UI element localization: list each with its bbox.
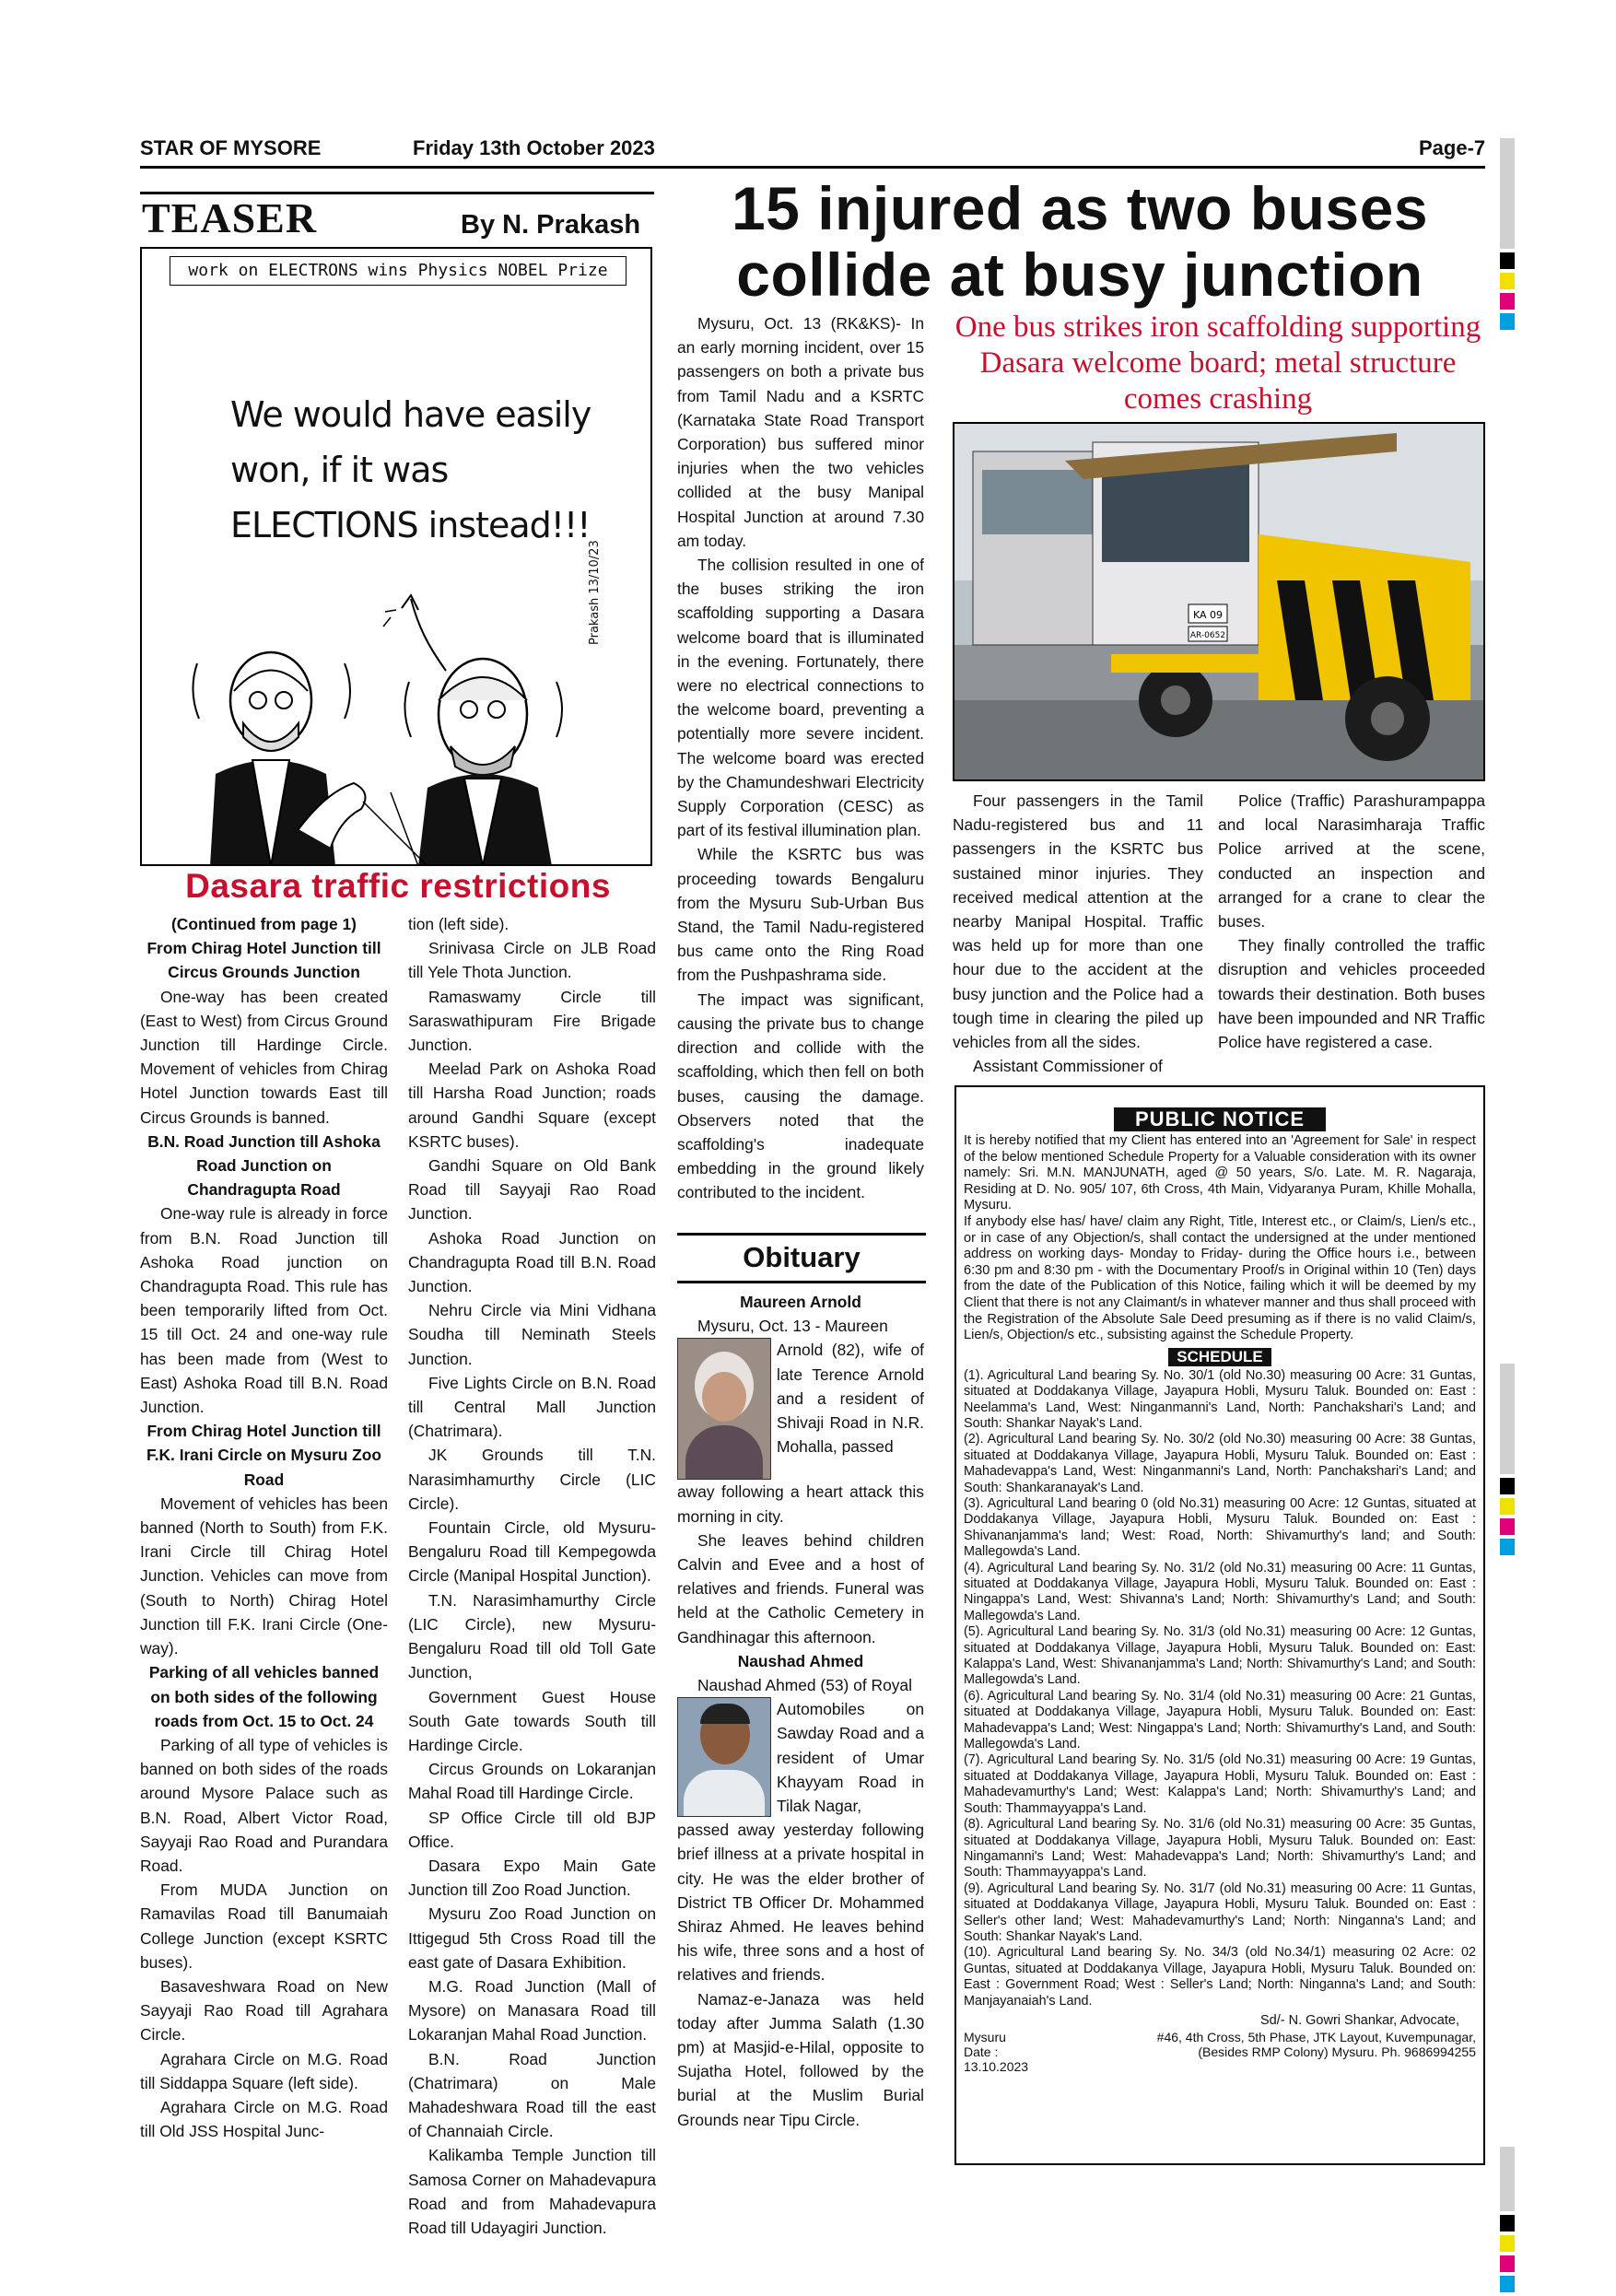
traffic-paragraph: Fountain Circle, old Mysuru-Bengaluru Road till Kempegowda Circle (Manipal Hospital Junction). bbox=[408, 1518, 656, 1586]
obit-2-wrap: Automobiles on Sawday Road and a resident of Umar Khayyam Road in Tilak Nagar, bbox=[777, 1700, 924, 1816]
traffic-paragraph: One-way has been created (East to West) from Circus Ground Junction till Hardinge Circle. Movement of vehicles from Chirag Hotel Junction towards East till Circus Grounds is banned. bbox=[140, 987, 388, 1127]
notice-address-2: (Besides RMP Colony) Mysuru. Ph. 9686994255 bbox=[1198, 2044, 1476, 2059]
issue-date: Friday 13th October 2023 bbox=[413, 136, 655, 159]
registration-swatch bbox=[1500, 252, 1515, 269]
traffic-paragraph: Nehru Circle via Mini Vidhana Soudha till Neminath Steels Junction. bbox=[408, 1301, 656, 1368]
accident-column-1 bbox=[677, 311, 924, 1205]
color-registration-marks-mid bbox=[1500, 1364, 1515, 1559]
cartoon-caption: work on ELECTRONS wins Physics NOBEL Prize bbox=[170, 256, 626, 286]
speech-line-2: won, if it was bbox=[230, 450, 449, 490]
notice-date: Date : 13.10.2023 bbox=[964, 2044, 1029, 2074]
schedule-title: SCHEDULE bbox=[1168, 1348, 1271, 1366]
traffic-paragraph: Movement of vehicles has been banned (North to South) from F.K. Irani Circle till Chirag Hotel Junction. Vehicles can move from (South to North) Chirag Hotel Junction till F.K. Irani Circle (One-way). bbox=[140, 1494, 388, 1658]
public-notice bbox=[954, 1085, 1485, 2165]
schedule-item: (7). Agricultural Land bearing Sy. No. 31/5 (old No.31) measuring 00 Acre: 19 Guntas, situated at Doddakanya Village, Jayapura Hobli, Mysuru Taluk. Bounded on: East : Mahadevamurthy's Land; West: Kalappa's Land; North: Shivamurthy's Land; and South: Thammayyappa's Land. bbox=[964, 1752, 1476, 1816]
traffic-subhead: B.N. Road Junction till Ashoka Road Junction on Chandragupta Road bbox=[147, 1131, 381, 1200]
traffic-paragraph: Parking of all type of vehicles is banned on both sides of the roads around Mysore Palace such as B.N. Road, Albert Victor Road, Sayyaji Rao Road and Purandara Road. bbox=[140, 1735, 388, 1875]
color-registration-marks-bottom bbox=[1500, 2147, 1515, 2296]
traffic-paragraph: Circus Grounds on Lokaranjan Mahal Road till Hardinge Circle. bbox=[408, 1760, 656, 1803]
traffic-paragraph: Ramaswamy Circle till Saraswathipuram Fire Brigade Junction. bbox=[408, 987, 656, 1055]
notice-body: If anybody else has/ have/ claim any Right, Title, Interest etc., or Claim/s, Lien/s etc., or in case of any Objection/s, shall contact the undersigned at the under mentioned address on working days- Monday to Friday- during the Office hours i.e., between 6:30 pm and 8:30 pm - with the Documentary Proof/s in Original within 10 (Ten) days from the date of the Publication of this Notice, failing which it will be deemed by my Client that there is not any Claimant/s in whatever manner and thus shall proceed with the Registration of the Absolute Sale Deed presuming as if there is no valid Claim/s, Lien/s, Objection/s etc., subsisting against the Schedule Property. bbox=[964, 1213, 1476, 1343]
plate-2: AR-0652 bbox=[1189, 631, 1226, 640]
accident-photo-drawing bbox=[954, 424, 1483, 779]
accident-column-3 bbox=[1218, 789, 1485, 1054]
traffic-paragraph: Mysuru Zoo Road Junction on Ittigegud 5th Cross Road till the east gate of Dasara Exhibition. bbox=[408, 1904, 656, 1972]
traffic-title: Dasara traffic restrictions bbox=[185, 867, 611, 905]
obit-2-more: Namaz-e-Janaza was held today after Jumma Salath (1.30 pm) at Masjid-e-Hilal, opposite to Sujatha Hotel, followed by the burial at the Muslim Burial Grounds near Tipu Circle. bbox=[677, 1989, 924, 2129]
schedule-item: (2). Agricultural Land bearing Sy. No. 30/2 (old No.30) measuring 00 Acre: 38 Guntas, situated at Doddakanya Village, Jayapura Hobli, Mysuru Taluk. Bounded on: East : Mahadevappa's Land, West: Ninganmanni's Land, North: Panchakshari's Land; and South: Shankaranayak's Land. bbox=[964, 1432, 1476, 1495]
accident-paragraph: While the KSRTC bus was proceeding towards Bengaluru from the Mysuru Sub-Urban Bus Stand, the Tamil Nadu-registered bus came onto the Ring Road from the Pushpashrama side. bbox=[677, 845, 924, 985]
obituary-column bbox=[677, 1290, 924, 2132]
obit-2-photo bbox=[677, 1697, 771, 1817]
traffic-paragraph: T.N. Narasimhamurthy Circle (LIC Circle), new Mysuru-Bengaluru Road till old Toll Gate Junction, bbox=[408, 1590, 656, 1682]
traffic-paragraph: M.G. Road Junction (Mall of Mysore) on Manasara Road till Lokaranjan Mahal Road Junction. bbox=[408, 1976, 656, 2044]
notice-title: PUBLIC NOTICE bbox=[1114, 1107, 1326, 1131]
notice-address-1: #46, 4th Cross, 5th Phase, JTK Layout, Kuvempunagar, bbox=[1156, 2029, 1476, 2044]
color-registration-marks-top bbox=[1500, 138, 1515, 334]
traffic-paragraph: Dasara Expo Main Gate Junction till Zoo Road Junction. bbox=[408, 1856, 656, 1900]
main-subhead: One bus strikes iron scaffolding supporting Dasara welcome board; metal structure comes crashing bbox=[954, 310, 1481, 416]
traffic-paragraph: Basaveshwara Road on New Sayyaji Rao Road till Agrahara Circle. bbox=[140, 1976, 388, 2044]
obituary-rule-bottom bbox=[677, 1281, 926, 1283]
registration-swatch bbox=[1500, 2255, 1515, 2272]
registration-grey-bar bbox=[1500, 1364, 1515, 1474]
page-number: Page-7 bbox=[1419, 136, 1486, 159]
traffic-subhead: From Chirag Hotel Junction till Circus Grounds Junction bbox=[146, 939, 381, 982]
obit-1-rest: away following a heart attack this morning in city. bbox=[677, 1482, 924, 1526]
cartoon-speech bbox=[230, 387, 591, 553]
traffic-paragraph: B.N. Road Junction (Chatrimara) on Male Mahadeshwara Road till the east of Channaiah Circle. bbox=[408, 2049, 656, 2141]
registration-grey-bar bbox=[1500, 2147, 1515, 2211]
plate-1: KA 09 bbox=[1192, 609, 1224, 621]
traffic-paragraph: Ashoka Road Junction on Chandragupta Road till B.N. Road Junction. bbox=[408, 1228, 656, 1296]
accident-column-2 bbox=[953, 789, 1203, 1078]
registration-swatch bbox=[1500, 293, 1515, 310]
registration-swatch bbox=[1500, 1498, 1515, 1515]
traffic-paragraph: One-way rule is already in force from B.N. Road Junction till Ashoka Road junction on Chandragupta Road. This rule has been temporarily lifted from Oct. 15 till Oct. 24 and one-way rule has been made from (West to East) Ashoka Road till B.N. Road Junction. bbox=[140, 1204, 388, 1417]
traffic-paragraph: Srinivasa Circle on JLB Road till Yele Thota Junction. bbox=[408, 939, 656, 982]
registration-swatch bbox=[1500, 273, 1515, 289]
registration-swatch bbox=[1500, 2215, 1515, 2232]
registration-swatch bbox=[1500, 1518, 1515, 1535]
accident-paragraph: They finally controlled the traffic disruption and vehicles proceeded towards their destination. Both buses have been impounded and NR Traffic Police have registered a case. bbox=[1218, 936, 1485, 1052]
obituary-rule-top bbox=[677, 1233, 926, 1236]
accident-paragraph: Mysuru, Oct. 13 (RK&KS)- In an early morning incident, over 15 passengers on both a private bus from Tamil Nadu and a KSRTC (Karnataka State Road Transport Corporation) bus suffered minor injuries when the two vehicles collided at the busy Manipal Hospital Junction at around 7.30 am today. bbox=[677, 314, 924, 550]
accident-paragraph: The collision resulted in one of the buses striking the iron scaffolding supporting a Dasara welcome board that is illuminated in the evening. Fortunately, there were no electrical connections to the welcome board, preventing a potentially more severe incident. The welcome board was erected by the Chamundeshwari Electricity Supply Corporation (CESC) as part of its festival illumination plan. bbox=[677, 556, 924, 840]
obit-2-rest: passed away yesterday following brief illness at a private hospital in city. He was the elder brother of District TB Officer Dr. Mohammed Shiraz Ahmed. He leaves behind his wife, three sons and a host of relatives and friends. bbox=[677, 1821, 924, 1985]
schedule-list bbox=[964, 1368, 1476, 2009]
accident-photo bbox=[953, 422, 1485, 781]
notice-place: Mysuru bbox=[964, 2029, 1006, 2044]
schedule-item: (4). Agricultural Land bearing Sy. No. 31/2 (old No.31) measuring 00 Acre: 11 Guntas, situated at Doddakanya Village, Jayapura Hobli, Mysuru Taluk. Bounded on: East : Ningappa's Land, West: Shivanna's Land; North: Shivamurthy's Land; and South: Mallegowda's Land. bbox=[964, 1560, 1476, 1623]
accident-paragraph: Four passengers in the Tamil Nadu-registered bus and 11 passengers in the KSRTC bus sustained minor injuries. They received medical attention at the nearby Manipal Hospital. Traffic was held up for more than one hour due to the accident at the busy junction and the Police had a tough time in clearing the piled up vehicles from all the sides. bbox=[953, 791, 1203, 1052]
masthead-rule bbox=[140, 166, 1485, 169]
cartoon-panel bbox=[140, 247, 652, 866]
traffic-subhead: (Continued from page 1) bbox=[171, 915, 357, 933]
cartoonist-signature: Prakash 13/10/23 bbox=[588, 540, 602, 645]
registration-swatch bbox=[1500, 1539, 1515, 1555]
traffic-paragraph: JK Grounds till T.N. Narasimhamurthy Circle (LIC Circle). bbox=[408, 1446, 656, 1513]
accident-paragraph: Police (Traffic) Parashurampappa and local Narasimharaja Traffic Police arrived at the scene, conducted an inspection and arranged for a crane to clear the buses. bbox=[1218, 791, 1485, 931]
obit-1-wrap: Arnold (82), wife of late Terence Arnold and a resident of Shivaji Road in N.R. Mohalla, passed bbox=[777, 1341, 924, 1457]
traffic-paragraph: Five Lights Circle on B.N. Road till Central Mall Junction (Chatrimara). bbox=[408, 1373, 656, 1441]
teaser-title: TEASER bbox=[142, 194, 318, 241]
schedule-item: (8). Agricultural Land bearing Sy. No. 31/6 (old No.31) measuring 00 Acre: 35 Guntas, situated at Doddakanya Village, Jayapura Hobli, Mysuru Taluk. Bounded on: East: Ningamanni's Land; West: Mahadevappa's Land; North: Shivamurthy's Land; and South: Thammayyappa's Land. bbox=[964, 1817, 1476, 1880]
registration-swatch bbox=[1500, 2235, 1515, 2252]
paper-name: STAR OF MYSORE bbox=[140, 136, 322, 159]
obit-1-more: She leaves behind children Calvin and Evee and a host of relatives and friends. Funeral was held at the Catholic Cemetery in Gandhinagar this afternoon. bbox=[677, 1530, 924, 1646]
teaser-byline: By N. Prakash bbox=[461, 210, 641, 240]
traffic-paragraph: Kalikamba Temple Junction till Samosa Corner on Mahadevapura Road and from Mahadevapura Road till Udayagiri Junction. bbox=[408, 2146, 656, 2237]
traffic-paragraph: Gandhi Square on Old Bank Road till Sayyaji Rao Road Junction. bbox=[408, 1156, 656, 1224]
traffic-column-1 bbox=[140, 912, 388, 2143]
traffic-paragraph: tion (left side). bbox=[408, 915, 509, 933]
obit-2-name: Naushad Ahmed bbox=[737, 1651, 864, 1670]
cartoon-drawing bbox=[142, 562, 650, 866]
registration-swatch bbox=[1500, 2276, 1515, 2292]
traffic-paragraph: Agrahara Circle on M.G. Road till Old JSS Hospital Junc- bbox=[140, 2097, 388, 2141]
schedule-item: (1). Agricultural Land bearing Sy. No. 30/1 (old No.30) measuring 00 Acre: 31 Guntas, situated at Doddakanya Village, Jayapura Hobli, Mysuru Taluk. Bounded on: East : Neelamma's Land, West: Ninganmanni's Land, North: Panchakshari's Land; and South: Shankar Nayak's Land. bbox=[964, 1367, 1476, 1431]
traffic-paragraph: SP Office Circle till old BJP Office. bbox=[408, 1808, 656, 1851]
schedule-item: (3). Agricultural Land bearing 0 (old No.31) measuring 00 Acre: 12 Guntas, situated at Doddakanya Village, Jayapura Hobli, Mysuru Taluk. Bounded on: East : Shivananjamma's land; West: Road, North: Shivamurthy's land; and South: Mallegowda's Land. bbox=[964, 1495, 1476, 1560]
obit-1-name: Maureen Arnold bbox=[740, 1293, 861, 1311]
speech-line-1: We would have easily bbox=[230, 394, 591, 435]
traffic-subhead: From Chirag Hotel Junction till F.K. Irani Circle on Mysuru Zoo Road bbox=[146, 1422, 382, 1489]
schedule-item: (10). Agricultural Land bearing Sy. No. 34/3 (old No.34/1) measuring 02 Acre: 02 Guntas, situated at Doddakanya Village, Jayapura Hobli, Mysuru Taluk. Bounded on: East : Government Road; West : Seller's Land; North: Ninganna's Land; and South: Manjayanaiah's Land. bbox=[964, 1945, 1476, 2009]
notice-signoff: Sd/- N. Gowri Shankar, Advocate, bbox=[1260, 2012, 1459, 2028]
traffic-paragraph: Meelad Park on Ashoka Road till Harsha Road Junction; roads around Gandhi Square (except KSRTC buses). bbox=[408, 1060, 656, 1151]
schedule-item: (6). Agricultural Land bearing Sy. No. 31/4 (old No.31) measuring 00 Acre: 21 Guntas, situated at Doddakanya Village, Jayapura Hobli, Mysuru Taluk. Bounded on: East: Mahadevappa's Land; West: Ningappa's Land; North: Shivamurthy's Land, and South: Mallegowda's Land. bbox=[964, 1688, 1476, 1752]
traffic-subhead: Parking of all vehicles banned on both sides of the following roads from Oct. 15 to Oct. 24 bbox=[148, 1663, 380, 1730]
obit-2-lead: Naushad Ahmed (53) of Royal bbox=[697, 1676, 912, 1695]
traffic-paragraph: Government Guest House South Gate towards South till Hardinge Circle. bbox=[408, 1687, 656, 1754]
accident-paragraph: The impact was significant, causing the private bus to change direction and collide with the scaffolding, which then fell on both buses, causing the damage. Observers noted that the scaffolding's inadequate embedding in the ground likely contributed to the incident. bbox=[677, 990, 924, 1202]
main-headline: 15 injured as two buses collide at busy junction bbox=[731, 174, 1429, 309]
registration-swatch bbox=[1500, 313, 1515, 330]
registration-swatch bbox=[1500, 1478, 1515, 1494]
obit-1-lead: Mysuru, Oct. 13 - Maureen bbox=[697, 1317, 888, 1336]
traffic-paragraph: Agrahara Circle on M.G. Road till Siddappa Square (left side). bbox=[140, 2049, 388, 2092]
speech-line-3: ELECTIONS instead!!! bbox=[230, 505, 591, 545]
traffic-paragraph: From MUDA Junction on Ramavilas Road till Banumaiah College Junction (except KSRTC buses). bbox=[140, 1880, 388, 1972]
schedule-item: (9). Agricultural Land bearing Sy. No. 31/7 (old No.31) measuring 00 Acre: 11 Guntas, situated at Doddakanya Village, Jayapura Hobli, Mysuru Taluk. Bounded on: East : Seller's other land; West: Mahadevamurthy's Land; North: Ninganna's Land; and South: Shankar Nayak's Land. bbox=[964, 1880, 1476, 1944]
registration-grey-bar bbox=[1500, 138, 1515, 249]
accident-paragraph: Assistant Commissioner of bbox=[973, 1057, 1163, 1076]
traffic-column-2 bbox=[408, 912, 656, 2240]
schedule-item: (5). Agricultural Land bearing Sy. No. 31/3 (old No.31) measuring 00 Acre: 12 Guntas, situated at Doddakanya Village, Jayapura Hobli, Mysuru Taluk. Bounded on: East: Kalappa's Land, West: Shivananjamma's Land; North: Shivamurthy's Land; and South: Mallegowda's Land. bbox=[964, 1624, 1476, 1688]
obituary-title: Obituary bbox=[743, 1241, 861, 1273]
notice-intro: It is hereby notified that my Client has entered into an 'Agreement for Sale' in respect of the below mentioned Schedule Property for a Valuable consideration with its owner namely: Sri. M.N. MANJUNATH, aged @ 50 years, S/o. Late. M. R. Nagaraja, Residing at D. No. 905/ 107, 6th Cross, 4th Main, Vidyaranya Puram, Khille Mohalla, Mysuru. bbox=[964, 1133, 1476, 1213]
obit-1-photo bbox=[677, 1338, 771, 1480]
